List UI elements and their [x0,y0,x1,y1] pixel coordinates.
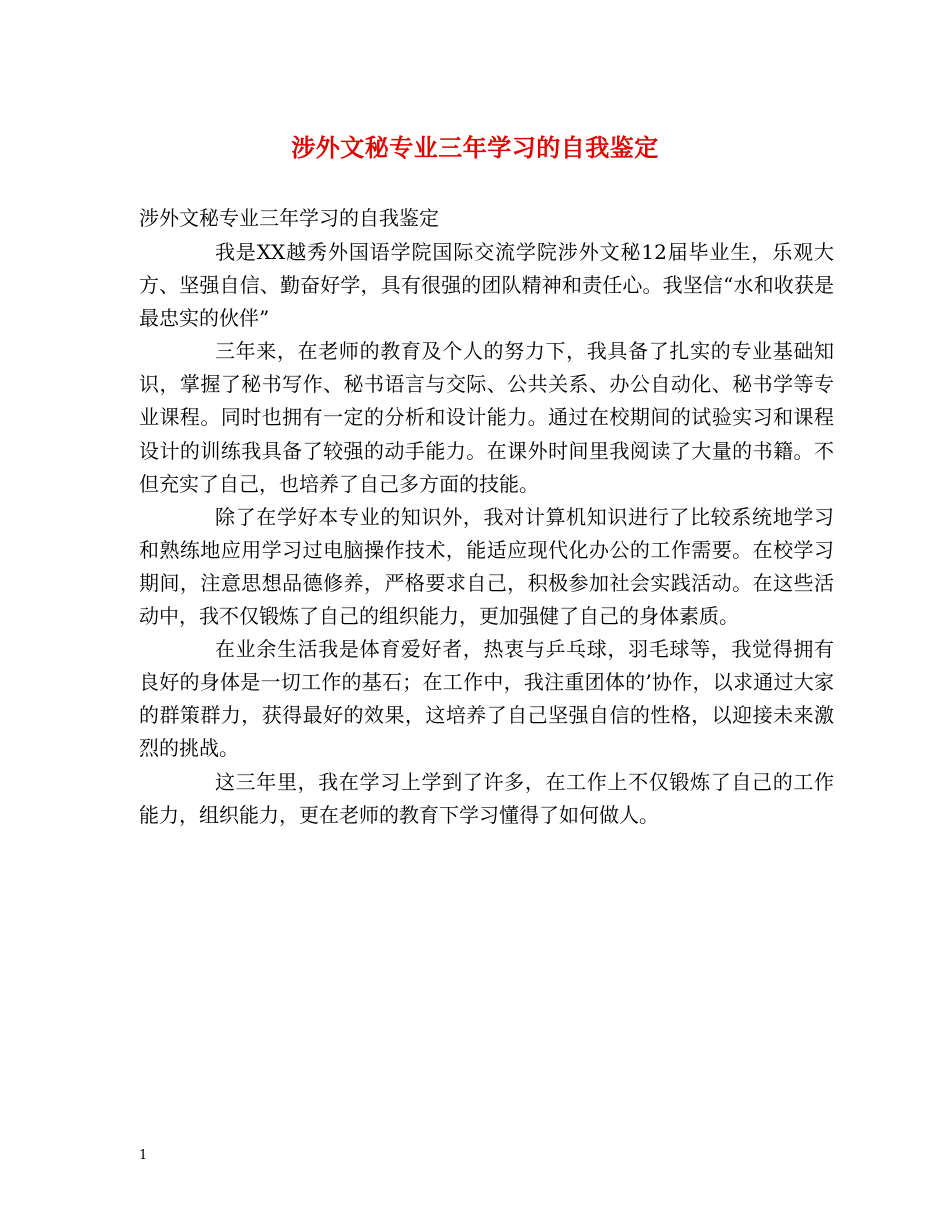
paragraph-hobbies: 在业余生活我是体育爱好者，热衷与乒乓球，羽毛球等，我觉得拥有良好的身体是一切工作的基石；在工作中，我注重团体的’协作，以求通过大家的群策群力，获得最好的效果，这培养了自己坚强自信的性格，以迎接未来激烈的挑战。 [139,637,834,761]
paragraph-studies: 三年来，在老师的教育及个人的努力下，我具备了扎实的专业基础知识，掌握了秘书写作、秘书语言与交际、公共关系、办公自动化、秘书学等专业课程。同时也拥有一定的分析和设计能力。通过在校期间的试验实习和课程设计的训练我具备了较强的动手能力。在课外时间里我阅读了大量的书籍。不但充实了自己，也培养了自己多方面的技能。 [139,339,834,496]
paragraph-intro: 我是XX越秀外国语学院国际交流学院涉外文秘12届毕业生，乐观大方、坚强自信、勤奋好学，具有很强的团队精神和责任心。我坚信“水和收获是最忠实的伙伴” [139,240,834,331]
document-subtitle: 涉外文秘专业三年学习的自我鉴定 [139,206,439,230]
paragraph-conclusion: 这三年里，我在学习上学到了许多，在工作上不仅锻炼了自己的工作能力，组织能力，更在老师的教育下学习懂得了如何做人。 [139,769,834,827]
page-number: 1 [139,1148,148,1163]
paragraph-computer-skills: 除了在学好本专业的知识外，我对计算机知识进行了比较系统地学习和熟练地应用学习过电脑操作技术，能适应现代化办公的工作需要。在校学习期间，注意思想品德修养，严格要求自己，积极参加社会实践活动。在这些活动中，我不仅锻炼了自己的组织能力，更加强健了自己的身体素质。 [139,504,834,629]
document-title: 涉外文秘专业三年学习的自我鉴定 [291,133,659,162]
document-body [139,200,834,832]
